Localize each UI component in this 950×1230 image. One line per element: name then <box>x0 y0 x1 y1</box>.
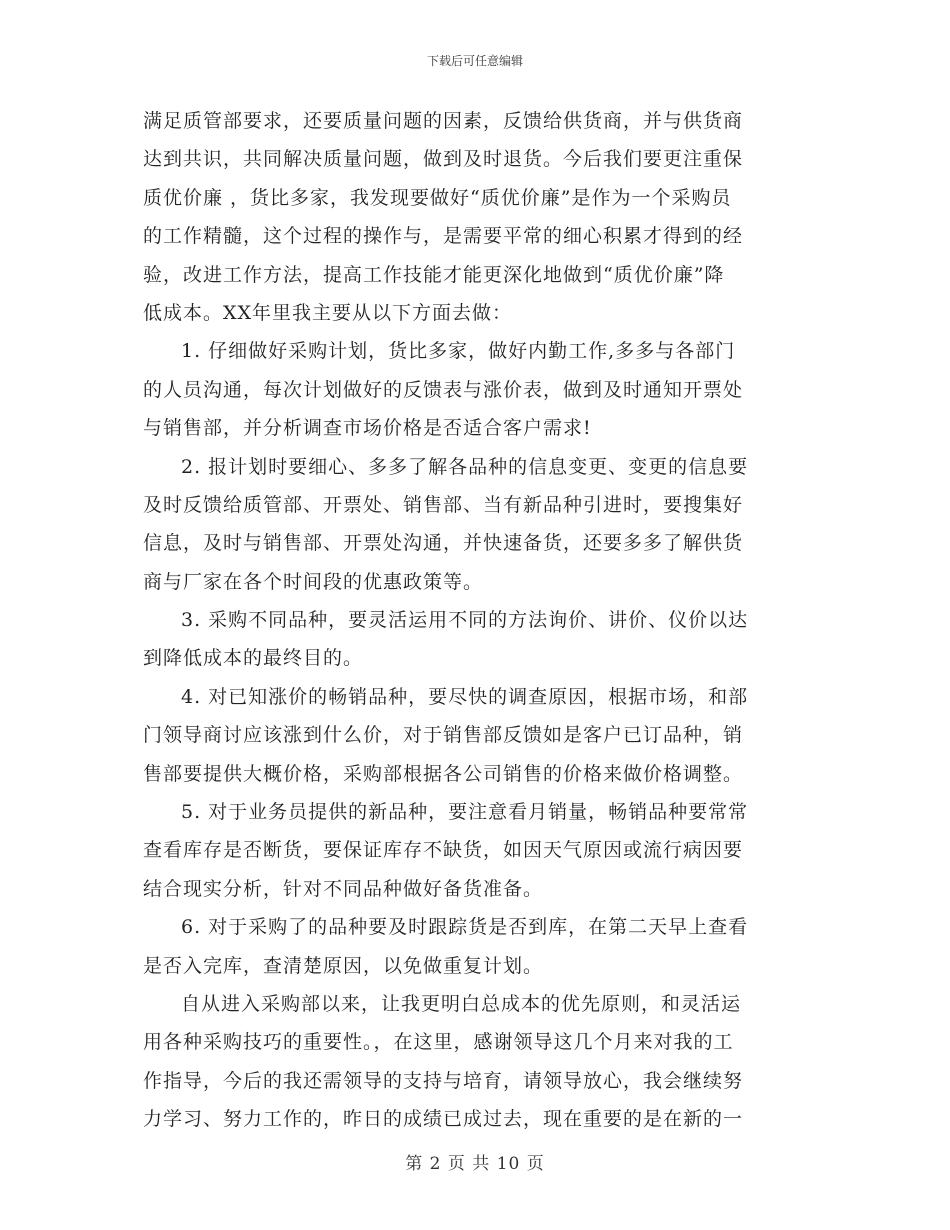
text-line: 的工作精髓，这个过程的操作与，是需要平常的细心积累才得到的经 <box>143 225 744 248</box>
text-line: 验，改进工作方法，提高工作技能才能更深化地做到“质优价廉”降 <box>143 263 725 286</box>
page-header: 下载后可任意编辑 <box>426 54 523 68</box>
text-line: 结合现实分析，针对不同品种做好备货准备。 <box>143 877 544 900</box>
text-line: 查看库存是否断货，要保证库存不缺货，如因天气原因或流行病因要 <box>143 839 744 862</box>
text-line: 力学习、努力工作的，昨日的成绩已成过去，现在重要的是在新的一 <box>143 1108 744 1131</box>
text-line: 是否入完库，查清楚原因，以免做重复计划。 <box>143 954 544 977</box>
text-line: 低成本。XX年里我主要从以下方面去做： <box>143 301 513 324</box>
list-item-2-line: 2. 报计划时要细心、多多了解各品种的信息变更、变更的信息要 <box>181 455 749 478</box>
text-line: 信息，及时与销售部、开票处沟通，并快速备货，还要多多了解供货 <box>143 532 744 555</box>
text-line: 满足质管部要求，还要质量问题的因素，反馈给供货商，并与供货商 <box>143 110 744 132</box>
paragraph-start-line: 自从进入采购部以来，让我更明白总成本的优先原则，和灵活运 <box>181 992 742 1015</box>
list-item-6-line: 6. 对于采购了的品种要及时跟踪货是否到库，在第二天早上查看 <box>181 916 749 939</box>
text-line: 的人员沟通，每次计划做好的反馈表与涨价表，做到及时通知开票处 <box>143 378 744 401</box>
text-line: 达到共识，共同解决质量问题，做到及时退货。今后我们要更注重保 <box>143 148 744 171</box>
text-line: 门领导商讨应该涨到什么价，对于销售部反馈如是客户已订品种，销 <box>143 724 744 747</box>
list-item-5-line: 5. 对于业务员提供的新品种，要注意看月销量，畅销品种要常常 <box>181 801 749 824</box>
text-line: 用各种采购技巧的重要性。，在这里，感谢领导这几个月来对我的工 <box>143 1031 734 1054</box>
text-line: 质优价廉 ，货比多家，我发现要做好“质优价廉”是作为一个采购员 <box>143 186 732 209</box>
document-body <box>143 102 809 1139</box>
text-line: 作指导，今后的我还需领导的支持与培育，请领导放心，我会继续努 <box>143 1069 744 1092</box>
page-footer: 第 2 页 共 10 页 <box>405 1154 545 1174</box>
list-item-4-line: 4. 对已知涨价的畅销品种，要尽快的调查原因，根据市场，和部 <box>181 685 749 708</box>
text-line: 售部要提供大概价格，采购部根据各公司销售的价格来做价格调整。 <box>143 762 744 785</box>
list-item-1-line: 1. 仔细做好采购计划，货比多家，做好内勤工作,多多与各部门 <box>181 340 736 363</box>
text-line: 及时反馈给质管部、开票处、销售部、当有新品种引进时，要搜集好 <box>143 493 744 516</box>
text-line: 与销售部，并分析调查市场价格是否适合客户需求! <box>143 417 592 440</box>
text-line: 到降低成本的最终目的。 <box>143 647 364 670</box>
list-item-3-line: 3. 采购不同品种，要灵活运用不同的方法询价、讲价、仪价以达 <box>181 609 749 632</box>
text-line: 商与厂家在各个时间段的优惠政策等。 <box>143 570 484 593</box>
